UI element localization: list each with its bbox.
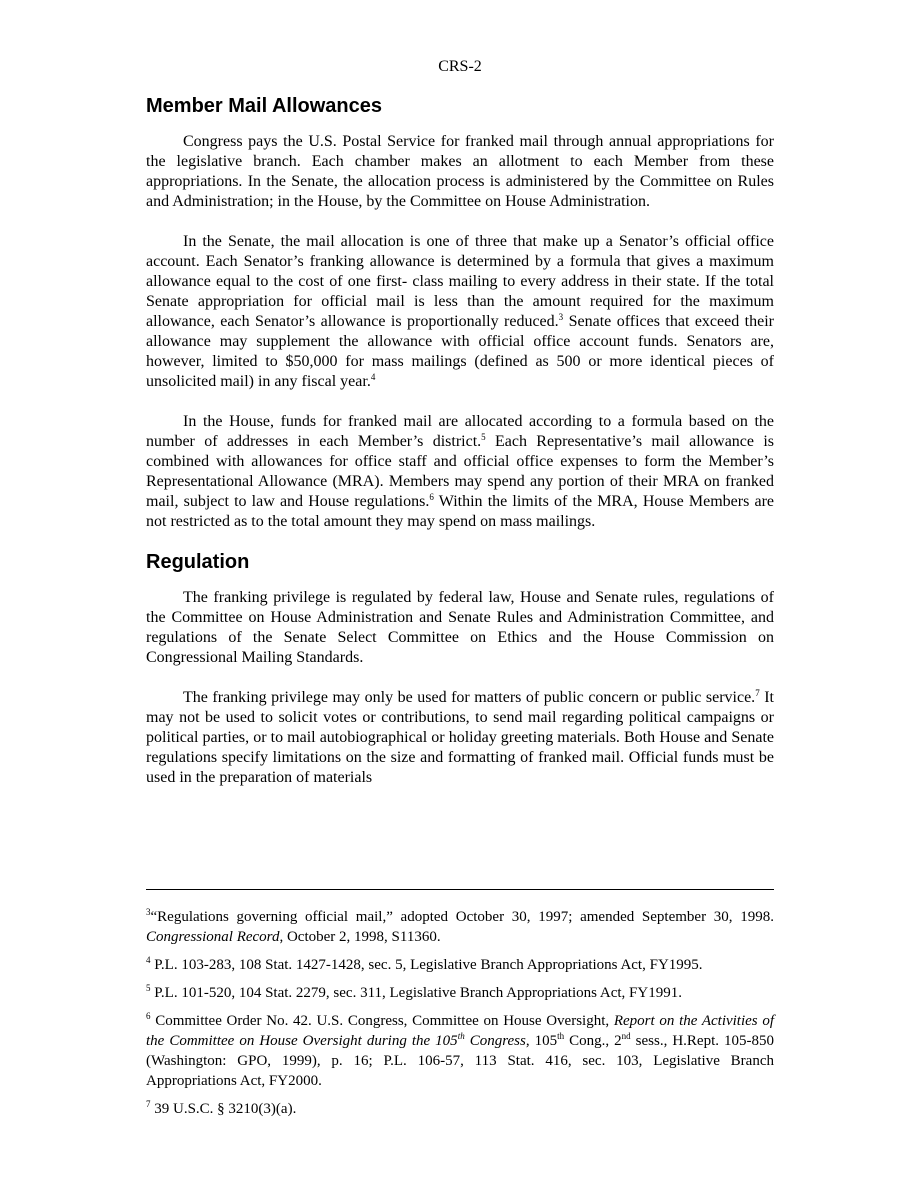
footnote-text: , October 2, 1998, S11360. bbox=[279, 929, 441, 945]
footnote-italic-text: Congress bbox=[464, 1033, 526, 1049]
footnote-text: 39 U.S.C. § 3210(3)(a). bbox=[150, 1101, 297, 1117]
footnote-text: Cong., 2 bbox=[564, 1033, 622, 1049]
footnote-text: “Regulations governing official mail,” adopted October 30, 1997; amended September 30, 1998. bbox=[150, 909, 774, 925]
footnote-ordinal: th bbox=[557, 1031, 565, 1041]
footnote-ref-7[interactable]: 7 bbox=[755, 688, 760, 698]
footnote-3 bbox=[146, 907, 774, 947]
paragraph-text: The franking privilege is regulated by federal law, House and Senate rules, regulations of the Committee on House Administration and Senate Rules and Administration Committee, and regulations of the Senate Select Committee on Ethics and the House Commission on Congressional Mailing Standards. bbox=[146, 589, 774, 666]
footnote-text: sess., H.Rept. 105-850 (Washington: GPO, 1999), p. 16; P.L. 106-57, 113 Stat. 416, sec. 103, Legislative Branch Appropriations Act, FY2000. bbox=[146, 1033, 775, 1089]
paragraph-text: In the Senate, the mail allocation is one of three that make up a Senator’s official office account. Each Senator’s franking allowance is determined by a formula that gives a maximum allowance equal to the cost of one first- class mailing to every address in their state. If the total Senate appropriation for official mail is less than the amount required for the maximum allowance, each Senator’s allowance is proportionally reduced. bbox=[146, 233, 774, 330]
page-number: CRS-2 bbox=[438, 58, 482, 75]
footnote-text: P.L. 101-520, 104 Stat. 2279, sec. 311, Legislative Branch Appropriations Act, FY1991. bbox=[150, 985, 682, 1001]
paragraph-senate-allocation bbox=[146, 232, 774, 392]
paragraph-appropriations bbox=[146, 132, 774, 212]
paragraph-house-allocation bbox=[146, 412, 774, 532]
paragraph-franking-limits bbox=[146, 688, 774, 788]
footnote-ordinal: th bbox=[457, 1031, 465, 1041]
paragraph-text: Within the limits of the MRA, House Members are not restricted as to the total amount they may spend on mass mailings. bbox=[146, 493, 774, 530]
footnote-ordinal: nd bbox=[621, 1031, 631, 1041]
footnote-text: Committee Order No. 42. U.S. Congress, Committee on House Oversight, bbox=[150, 1013, 614, 1029]
section-heading-member-mail-allowances: Member Mail Allowances bbox=[146, 95, 382, 117]
footnote-4 bbox=[146, 955, 774, 975]
footnote-ref-5[interactable]: 5 bbox=[481, 432, 486, 442]
footnote-ref-6[interactable]: 6 bbox=[429, 492, 434, 502]
footnote-number: 5 bbox=[146, 983, 151, 993]
footnote-ref-4[interactable]: 4 bbox=[370, 372, 376, 382]
footnote-5 bbox=[146, 983, 774, 1003]
footnote-number: 3 bbox=[146, 907, 151, 917]
paragraph-text: Congress pays the U.S. Postal Service for franked mail through annual appropriations for the legislative branch. Each chamber makes an allotment to each Member from these appropriations. In the Senate, the allocation process is administered by the Committee on Rules and Administration; in the House, by the Committee on House Administration. bbox=[146, 133, 774, 210]
paragraph-text: The franking privilege may only be used for matters of public concern or public service. bbox=[183, 689, 756, 706]
paragraph-regulation-sources bbox=[146, 588, 774, 668]
footnote-6 bbox=[146, 1011, 774, 1091]
footnote-text: , 105 bbox=[525, 1033, 558, 1049]
paragraph-text: Senate offices that exceed their allowance may supplement the allowance with official office account funds. Senators are, however, limited to $50,000 for mass mailings (defined as 500 or more identical pieces of unsolicited mail) in any fiscal year. bbox=[146, 313, 775, 390]
section-heading-regulation: Regulation bbox=[146, 551, 250, 573]
main-content bbox=[146, 94, 774, 788]
footnote-number: 6 bbox=[146, 1011, 151, 1021]
paragraph-text: It may not be used to solicit votes or contributions, to send mail regarding political campaigns or political parties, or to mail autobiographical or holiday greeting materials. Both House and Senate regulations specify limitations on the size and formatting of franked mail. Official funds must be used in the preparation of materials bbox=[146, 689, 774, 786]
paragraph-text: In the House, funds for franked mail are allocated according to a formula based on the number of addresses in each Member’s district. bbox=[146, 413, 774, 450]
footnote-separator bbox=[146, 889, 774, 890]
footnote-7 bbox=[146, 1099, 774, 1119]
footnote-italic: Congressional Record bbox=[146, 929, 280, 945]
footnote-number: 4 bbox=[146, 955, 151, 965]
footnote-number: 7 bbox=[146, 1099, 151, 1109]
footnote-ref-3[interactable]: 3 bbox=[558, 312, 564, 322]
footnote-italic-text: Report on the Activities of the Committee on House Oversight during the 105 bbox=[146, 1013, 775, 1049]
paragraph-text: Each Representative’s mail allowance is combined with allowances for office staff and official office expenses to form the Member’s Representational Allowance (MRA). Members may spend any portion of their MRA on franked mail, subject to law and House regulations. bbox=[146, 433, 775, 510]
footnote-text: P.L. 103-283, 108 Stat. 1427-1428, sec. 5, Legislative Branch Appropriations Act, FY1995. bbox=[150, 957, 703, 973]
footnotes bbox=[146, 907, 774, 1127]
